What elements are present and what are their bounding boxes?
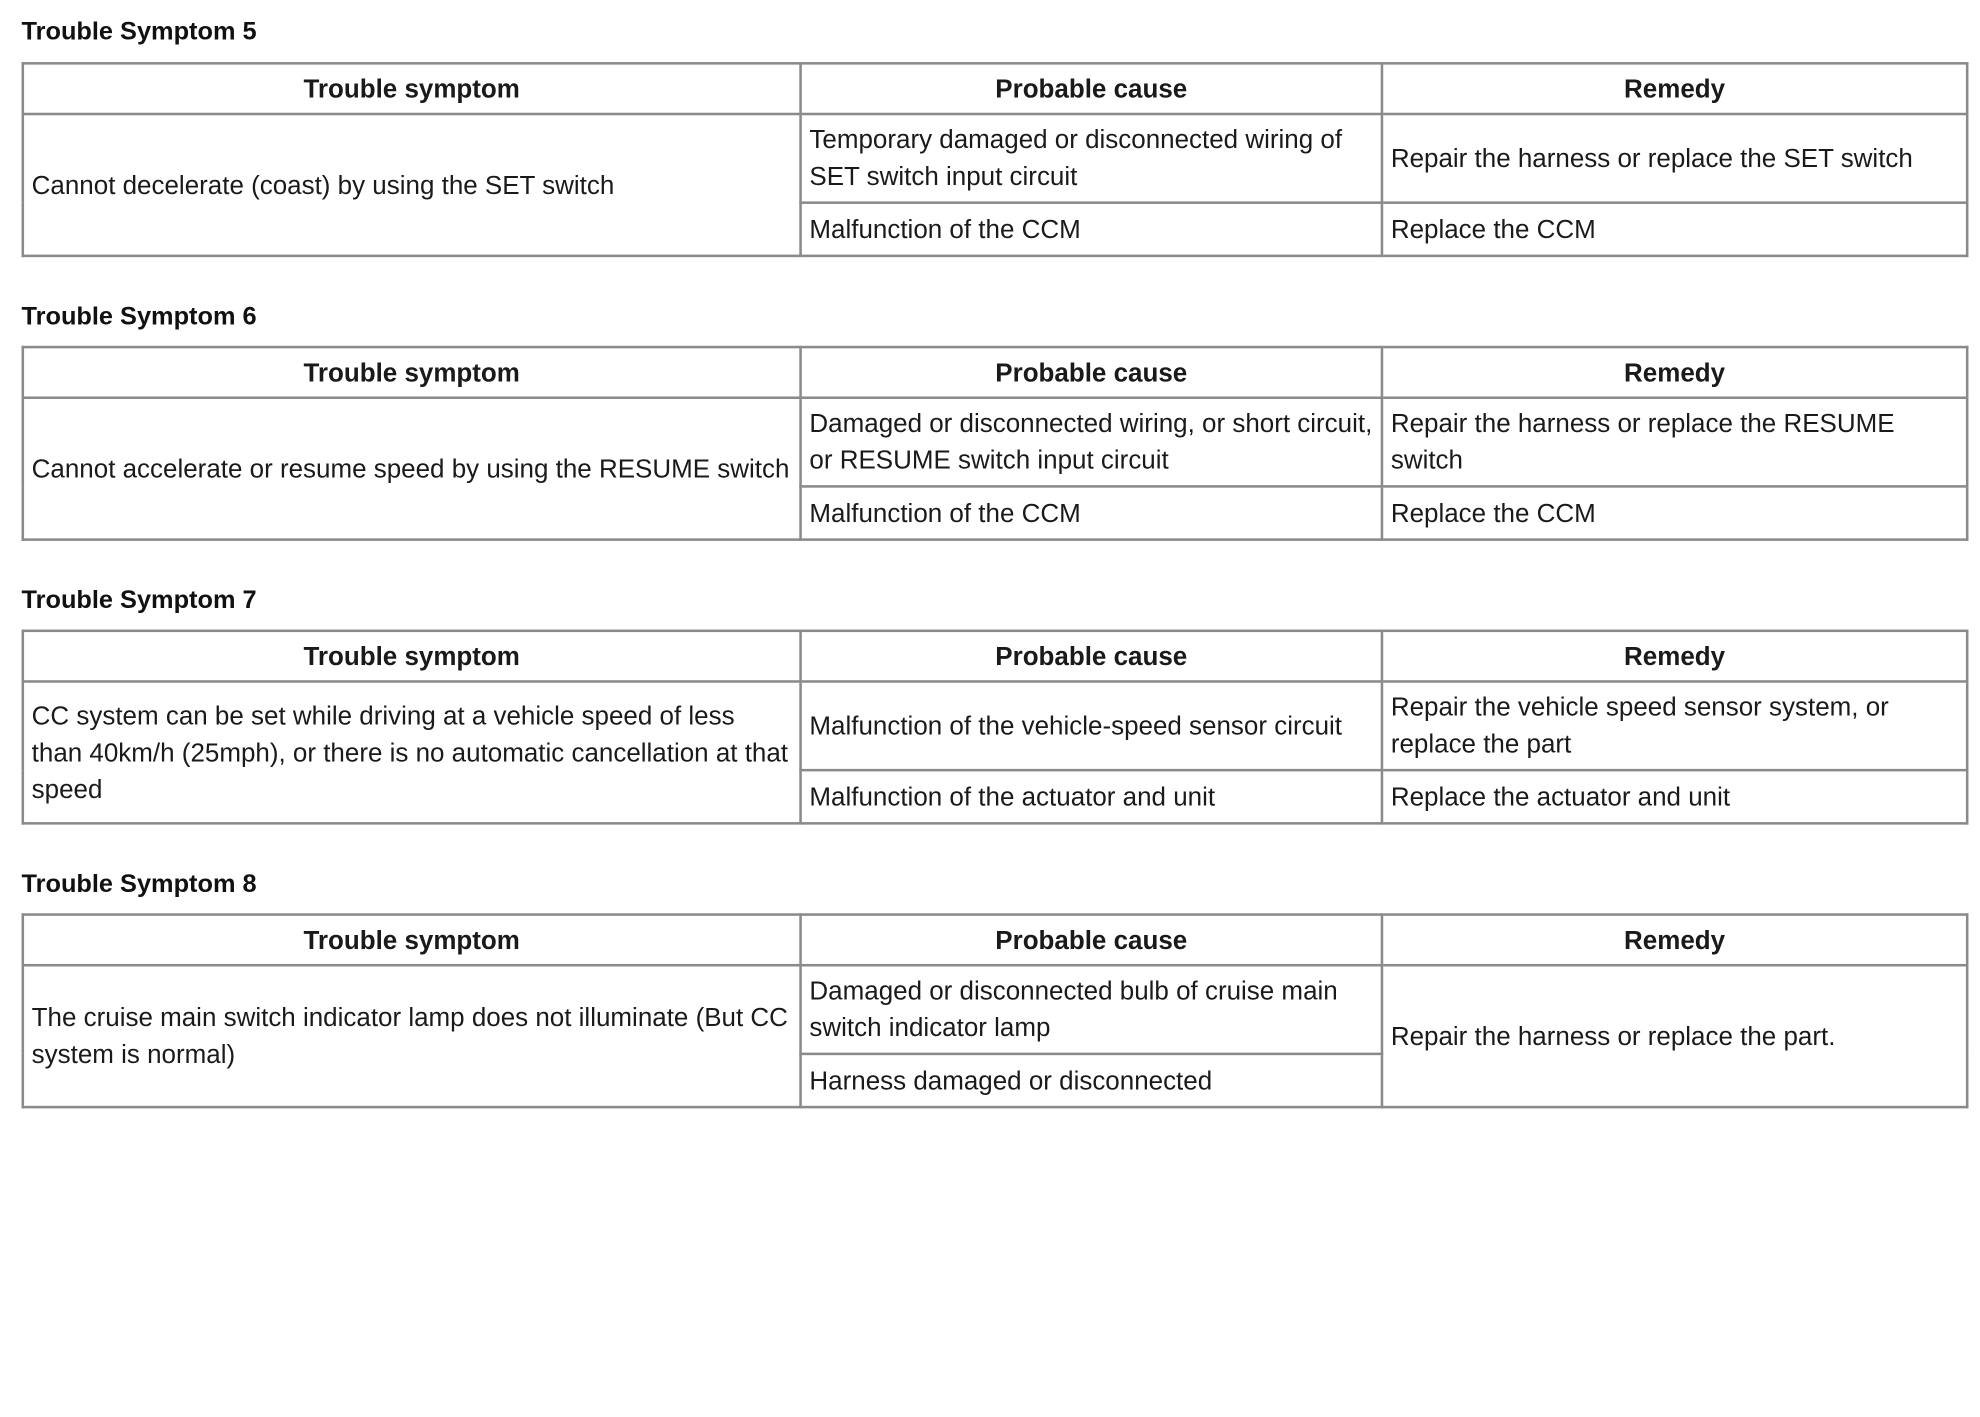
table-header-row	[23, 631, 1967, 682]
header-probable-cause: Probable cause	[801, 347, 1382, 398]
cause-cell: Temporary damaged or disconnected wiring of SET switch input circuit	[801, 114, 1382, 203]
symptom-cell: Cannot accelerate or resume speed by using the RESUME switch	[23, 398, 801, 540]
symptom-table-7	[22, 630, 1969, 825]
symptom-cell: The cruise main switch indicator lamp does not illuminate (But CC system is normal)	[23, 965, 801, 1107]
symptom-table-8	[22, 913, 1969, 1108]
header-probable-cause: Probable cause	[801, 631, 1382, 682]
section-title-7: Trouble Symptom 7	[21, 586, 257, 615]
cause-cell: Malfunction of the CCM	[801, 203, 1382, 256]
header-trouble-symptom: Trouble symptom	[23, 347, 801, 398]
symptom-cell: CC system can be set while driving at a vehicle speed of less than 40km/h (25mph), or there is no automatic cancellation at that speed	[23, 681, 801, 823]
cause-cell: Malfunction of the vehicle-speed sensor circuit	[801, 681, 1382, 770]
section-title-6: Trouble Symptom 6	[21, 302, 257, 331]
table-row	[23, 681, 1967, 770]
remedy-cell: Repair the harness or replace the RESUME switch	[1382, 398, 1967, 487]
header-trouble-symptom: Trouble symptom	[23, 915, 801, 966]
cause-cell: Malfunction of the CCM	[801, 486, 1382, 539]
cause-cell: Malfunction of the actuator and unit	[801, 770, 1382, 823]
header-remedy: Remedy	[1382, 347, 1967, 398]
cause-cell: Damaged or disconnected wiring, or short circuit, or RESUME switch input circuit	[801, 398, 1382, 487]
remedy-cell: Repair the vehicle speed sensor system, or replace the part	[1382, 681, 1967, 770]
header-probable-cause: Probable cause	[801, 63, 1382, 114]
table-header-row	[23, 63, 1967, 114]
remedy-cell: Replace the CCM	[1382, 486, 1967, 539]
table-row	[23, 114, 1967, 203]
cause-cell: Damaged or disconnected bulb of cruise main switch indicator lamp	[801, 965, 1382, 1054]
header-remedy: Remedy	[1382, 915, 1967, 966]
remedy-cell: Replace the actuator and unit	[1382, 770, 1967, 823]
table-header-row	[23, 347, 1967, 398]
cause-cell: Harness damaged or disconnected	[801, 1054, 1382, 1107]
table-header-row	[23, 915, 1967, 966]
remedy-cell: Replace the CCM	[1382, 203, 1967, 256]
symptom-table-6	[22, 346, 1969, 541]
symptom-cell: Cannot decelerate (coast) by using the SET switch	[23, 114, 801, 256]
header-trouble-symptom: Trouble symptom	[23, 631, 801, 682]
header-remedy: Remedy	[1382, 63, 1967, 114]
symptom-table-5	[22, 62, 1969, 257]
table-row	[23, 965, 1967, 1054]
section-title-5: Trouble Symptom 5	[21, 17, 257, 46]
header-remedy: Remedy	[1382, 631, 1967, 682]
remedy-cell: Repair the harness or replace the SET switch	[1382, 114, 1967, 203]
header-probable-cause: Probable cause	[801, 915, 1382, 966]
remedy-cell: Repair the harness or replace the part.	[1382, 965, 1967, 1107]
header-trouble-symptom: Trouble symptom	[23, 63, 801, 114]
section-title-8: Trouble Symptom 8	[21, 870, 257, 899]
table-row	[23, 398, 1967, 487]
